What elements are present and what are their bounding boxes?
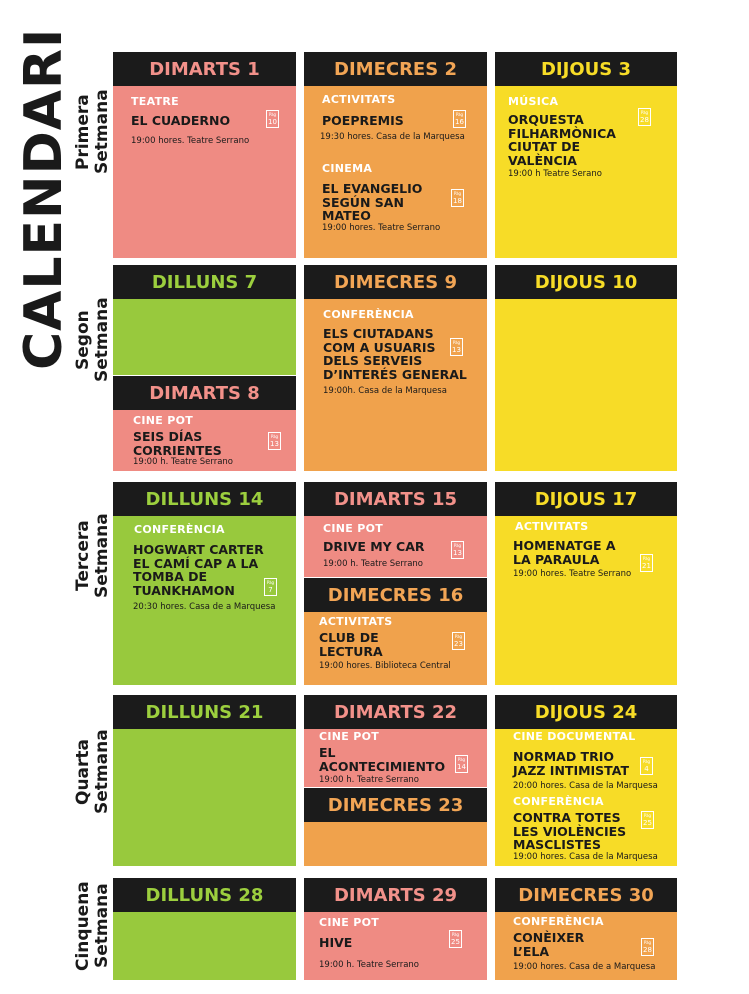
day-header: DIMARTS 8: [113, 376, 296, 410]
day-cell-22: [304, 695, 487, 787]
day-cell-3: [495, 52, 677, 258]
day-header: DILLUNS 28: [113, 878, 296, 912]
event-title: NORMAD TRIO JAZZ INTIMISTAT: [513, 749, 629, 778]
day-cell-24: [495, 695, 677, 866]
page-ref-icon: Pàg 14: [455, 755, 468, 773]
day-header: DIMECRES 30: [495, 878, 677, 912]
event-category: CINEMA: [322, 162, 373, 175]
day-cell-1: [113, 52, 296, 258]
page-ref-icon: Pàg 10: [266, 110, 279, 128]
page-ref-icon: Pàg 13: [451, 541, 464, 559]
event-category: CINE POT: [133, 414, 194, 427]
page-ref-icon: Pàg 25: [641, 811, 654, 829]
event-category: CINE DOCUMENTAL: [513, 730, 636, 743]
day-header: DILLUNS 7: [113, 265, 296, 299]
week-label-5: Cinquena Setmana: [73, 881, 112, 971]
event-title: EL CUADERNO: [131, 113, 231, 128]
day-cell-8: [113, 376, 296, 471]
day-header: DIJOUS 24: [495, 695, 677, 729]
event-time-venue: 19:00h. Casa de la Marquesa: [323, 386, 447, 396]
event-category: ACTIVITATS: [322, 93, 396, 106]
page-ref-icon: Pàg 28: [638, 108, 651, 126]
day-header: DIMECRES 16: [304, 578, 487, 612]
event-time-venue: 19:00 hores. Casa de a Marquesa: [513, 962, 656, 972]
day-cell-28: [113, 878, 296, 980]
day-cell-15: [304, 482, 487, 577]
event-time-venue: 19:00 hores. Teatre Serrano: [322, 223, 441, 233]
week-label-1: Primera Setmana: [73, 89, 112, 175]
day-cell-17: [495, 482, 677, 685]
day-header: DIJOUS 17: [495, 482, 677, 516]
page-title: CALENDARI: [14, 27, 74, 370]
page-ref-icon: Pàg 7: [264, 578, 277, 596]
day-cell-14: [113, 482, 296, 685]
week-label-3: Tercera Setmana: [73, 513, 112, 599]
day-header: DIMARTS 1: [113, 52, 296, 86]
day-cell-9: [304, 265, 487, 471]
day-header: DILLUNS 14: [113, 482, 296, 516]
event-category: CONFERÈNCIA: [513, 915, 604, 928]
week-label-4: Quarta Setmana: [73, 729, 112, 815]
day-header: DIJOUS 3: [495, 52, 677, 86]
event-title: CONÈIXER L’ELA: [513, 930, 585, 959]
event-title: HOMENATGE A LA PARAULA: [513, 538, 616, 567]
page-ref-icon: Pàg 13: [268, 432, 281, 450]
event-title: CLUB DE LECTURA: [319, 630, 383, 659]
event-category: CONFERÈNCIA: [513, 795, 604, 808]
event-title: EL EVANGELIO SEGÚN SAN MATEO: [322, 181, 423, 223]
event-category: ACTIVITATS: [319, 615, 393, 628]
day-cell-23: [304, 788, 487, 866]
event-category: MÚSICA: [508, 95, 559, 108]
event-category: CINE POT: [319, 916, 380, 929]
day-header: DIMECRES 23: [304, 788, 487, 822]
page-ref-icon: Pàg 18: [451, 189, 464, 207]
day-cell-29: [304, 878, 487, 980]
day-cell-10: [495, 265, 677, 471]
day-cell-16: [304, 578, 487, 685]
event-title: EL ACONTECIMIENTO: [319, 745, 446, 774]
day-cell-2: [304, 52, 487, 258]
day-header: DIMARTS 15: [304, 482, 487, 516]
event-time-venue: 20:00 hores. Casa de la Marquesa: [513, 781, 658, 791]
day-header: DILLUNS 21: [113, 695, 296, 729]
event-title: POEPREMIS: [322, 113, 404, 128]
page-ref-icon: Pàg 28: [641, 938, 654, 956]
event-time-venue: 19:00 hores. Casa de la Marquesa: [513, 852, 658, 862]
event-title: HOGWART CARTER EL CAMÍ CAP A LA TOMBA DE TUANKHAMON: [133, 542, 264, 598]
day-cell-21: [113, 695, 296, 866]
event-time-venue: 20:30 hores. Casa de a Marquesa: [133, 602, 276, 612]
page-ref-icon: Pàg 16: [453, 110, 466, 128]
event-title: DRIVE MY CAR: [323, 539, 425, 554]
event-category: TEATRE: [131, 95, 179, 108]
day-header: DIMARTS 22: [304, 695, 487, 729]
event-title: ELS CIUTADANS COM A USUARIS DELS SERVEIS D’INTERÉS GENERAL: [323, 326, 467, 382]
event-category: ACTIVITATS: [515, 520, 589, 533]
event-title: HIVE: [319, 935, 353, 950]
event-category: CONFERÈNCIA: [323, 308, 414, 321]
page-ref-icon: Pàg 21: [640, 554, 653, 572]
day-header: DIMECRES 2: [304, 52, 487, 86]
event-title: ORQUESTA FILHARMÒNICA CIUTAT DE VALÈNCIA: [508, 112, 616, 168]
event-category: CINE POT: [319, 730, 380, 743]
event-title: SEIS DÍAS CORRIENTES: [133, 429, 222, 458]
event-time-venue: 19:00 hores. Teatre Serrano: [131, 136, 250, 146]
event-time-venue: 19:00 h. Teatre Serrano: [323, 559, 424, 569]
event-time-venue: 19:00 h. Teatre Serrano: [319, 960, 420, 970]
week-label-2: Segon Setmana: [73, 297, 112, 383]
event-time-venue: 19:00 h Teatre Serano: [508, 169, 602, 179]
event-category: CONFERÈNCIA: [134, 523, 225, 536]
event-title: CONTRA TOTES LES VIOLÈNCIES MASCLISTES: [513, 810, 627, 852]
event-time-venue: 19:00 hores. Teatre Serrano: [513, 569, 632, 579]
event-time-venue: 19:00 hores. Biblioteca Central: [319, 661, 451, 671]
day-cell-7: [113, 265, 296, 375]
page-ref-icon: Pàg 13: [450, 338, 463, 356]
day-header: DIJOUS 10: [495, 265, 677, 299]
event-time-venue: 19:00 h. Teatre Serrano: [133, 457, 234, 467]
page-ref-icon: Pàg 23: [452, 632, 465, 650]
day-header: DIMARTS 29: [304, 878, 487, 912]
page-ref-icon: Pàg 4: [640, 757, 653, 775]
event-time-venue: 19:00 h. Teatre Serrano: [319, 775, 420, 785]
event-time-venue: 19:30 hores. Casa de la Marquesa: [320, 132, 465, 142]
page-ref-icon: Pàg 25: [449, 930, 462, 948]
day-header: DIMECRES 9: [304, 265, 487, 299]
day-cell-30: [495, 878, 677, 980]
event-category: CINE POT: [323, 522, 384, 535]
